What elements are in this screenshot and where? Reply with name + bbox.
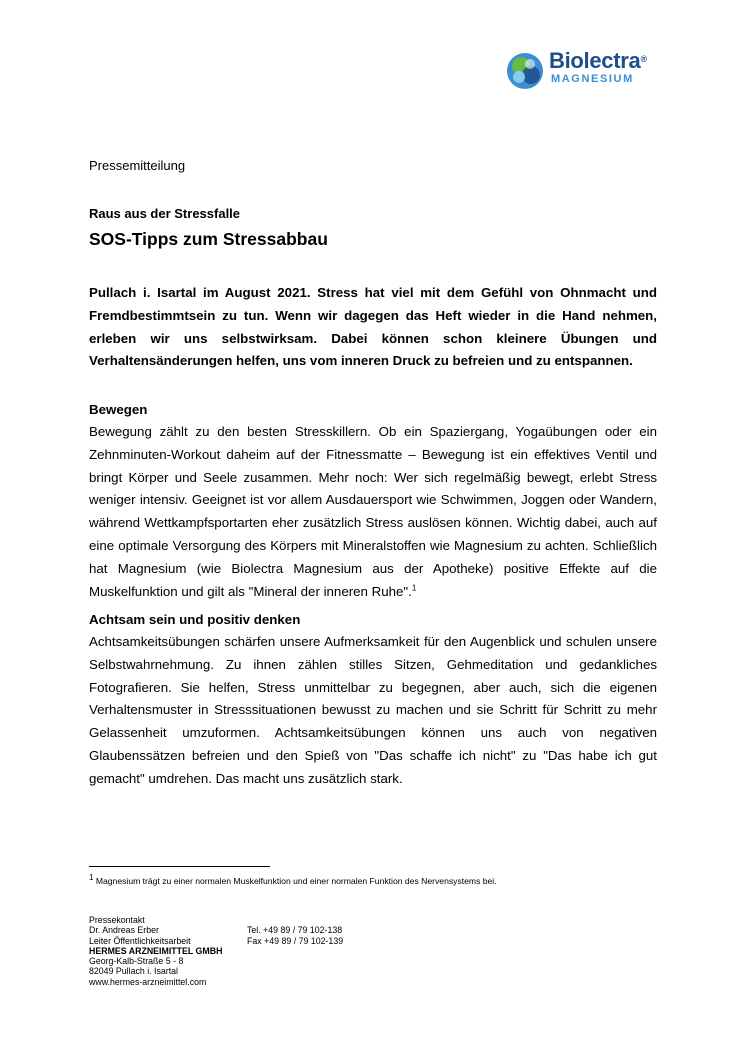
- contact-street: Georg-Kalb-Straße 5 - 8: [89, 956, 184, 967]
- contact-role: Leiter Öffentlichkeitsarbeit: [89, 935, 191, 946]
- document-type: Pressemitteilung: [89, 158, 186, 173]
- contact-heading: Pressekontakt: [89, 915, 145, 925]
- footnote-divider: [89, 866, 270, 867]
- section-body: Achtsamkeitsübungen schärfen unsere Aufmerksamkeit für den Augenblick und schulen unsere Selbstwahrnehmung. Zu ihnen zählen stilles Sitzen, Gehmeditation und gedankliches Fotografieren. Sie helfen, Stress unmittelbar zu begegnen, aber auch, sich die eigenen Verhaltensmuster in Stresssituationen bewusst zu machen und sie Schritt für Schritt zu mehr Gelassenheit umzuformen. Achtsamkeitsübungen können uns auch von negativen Glaubenssätzen befreien und den Spieß von "Das schaffe ich nicht" zu "Das habe ich gut gemacht" umdrehen. Das macht uns zusätzlich stark.: [89, 634, 657, 786]
- section-body: Bewegung zählt zu den besten Stresskillern. Ob ein Spaziergang, Yogaübungen oder ein Zehnminuten-Workout daheim auf der Fitnessmatte – Bewegung ist ein effektives Ventil und bringt Körper und Seele zusammen. Mehr noch: Wer sich regelmäßig bewegt, erlebt Stress weniger intensiv. Geeignet ist vor allem Ausdauersport wie Schwimmen, Joggen oder Wandern, während Wettkampfsportarten eher zusätzlich Stress auslösen können. Wichtig dabei, auch auf eine optimale Versorgung des Körpers mit Mineralstoffen wie Magnesium zu achten. Schließlich hat Magnesium (wie Biolectra Magnesium aus der Apotheke) positive Effekte auf die Muskelfunktion und gilt als "Mineral der inneren Ruhe".$^1$: [89, 424, 657, 599]
- kicker: Raus aus der Stressfalle: [89, 206, 241, 221]
- logo-subtitle: MAGNESIUM: [551, 73, 634, 85]
- lead-paragraph: Pullach i. Isartal im August 2021. Stress hat viel mit dem Gefühl von Ohnmacht und Fremdbestimmtsein zu tun. Wenn wir dagegen das Heft wieder in die Hand nehmen, erleben wir uns selbstwirksam. Dabei können schon kleinere Übungen und Verhaltensänderungen helfen, uns vom inneren Druck zu befreien und zu entspannen.: [89, 285, 657, 369]
- footnote-reference: 1: [411, 583, 417, 593]
- headline: SOS-Tipps zum Stressabbau: [89, 229, 328, 249]
- section-title: Bewegen: [89, 402, 148, 417]
- press-contact: [89, 915, 344, 987]
- contact-phone: Tel. +49 89 / 79 102-138: [247, 925, 343, 936]
- contact-name: Dr. Andreas Erber: [89, 925, 159, 936]
- contact-website-link[interactable]: www.hermes-arzneimittel.com: [89, 976, 207, 987]
- contact-city: 82049 Pullach i. Isartal: [89, 966, 178, 977]
- logo-mark-icon: [505, 51, 545, 91]
- brand-logo: [505, 48, 665, 92]
- logo-wordmark: Biolectra®: [549, 48, 647, 73]
- section-title: Achtsam sein und positiv denken: [89, 612, 301, 627]
- footnote: 1 Magnesium trägt zu einer normalen Muskelfunktion und einer normalen Funktion des Nervensystems bei.: [89, 873, 497, 886]
- contact-company: HERMES ARZNEIMITTEL GMBH: [89, 945, 223, 956]
- contact-fax: Fax +49 89 / 79 102-139: [247, 935, 344, 946]
